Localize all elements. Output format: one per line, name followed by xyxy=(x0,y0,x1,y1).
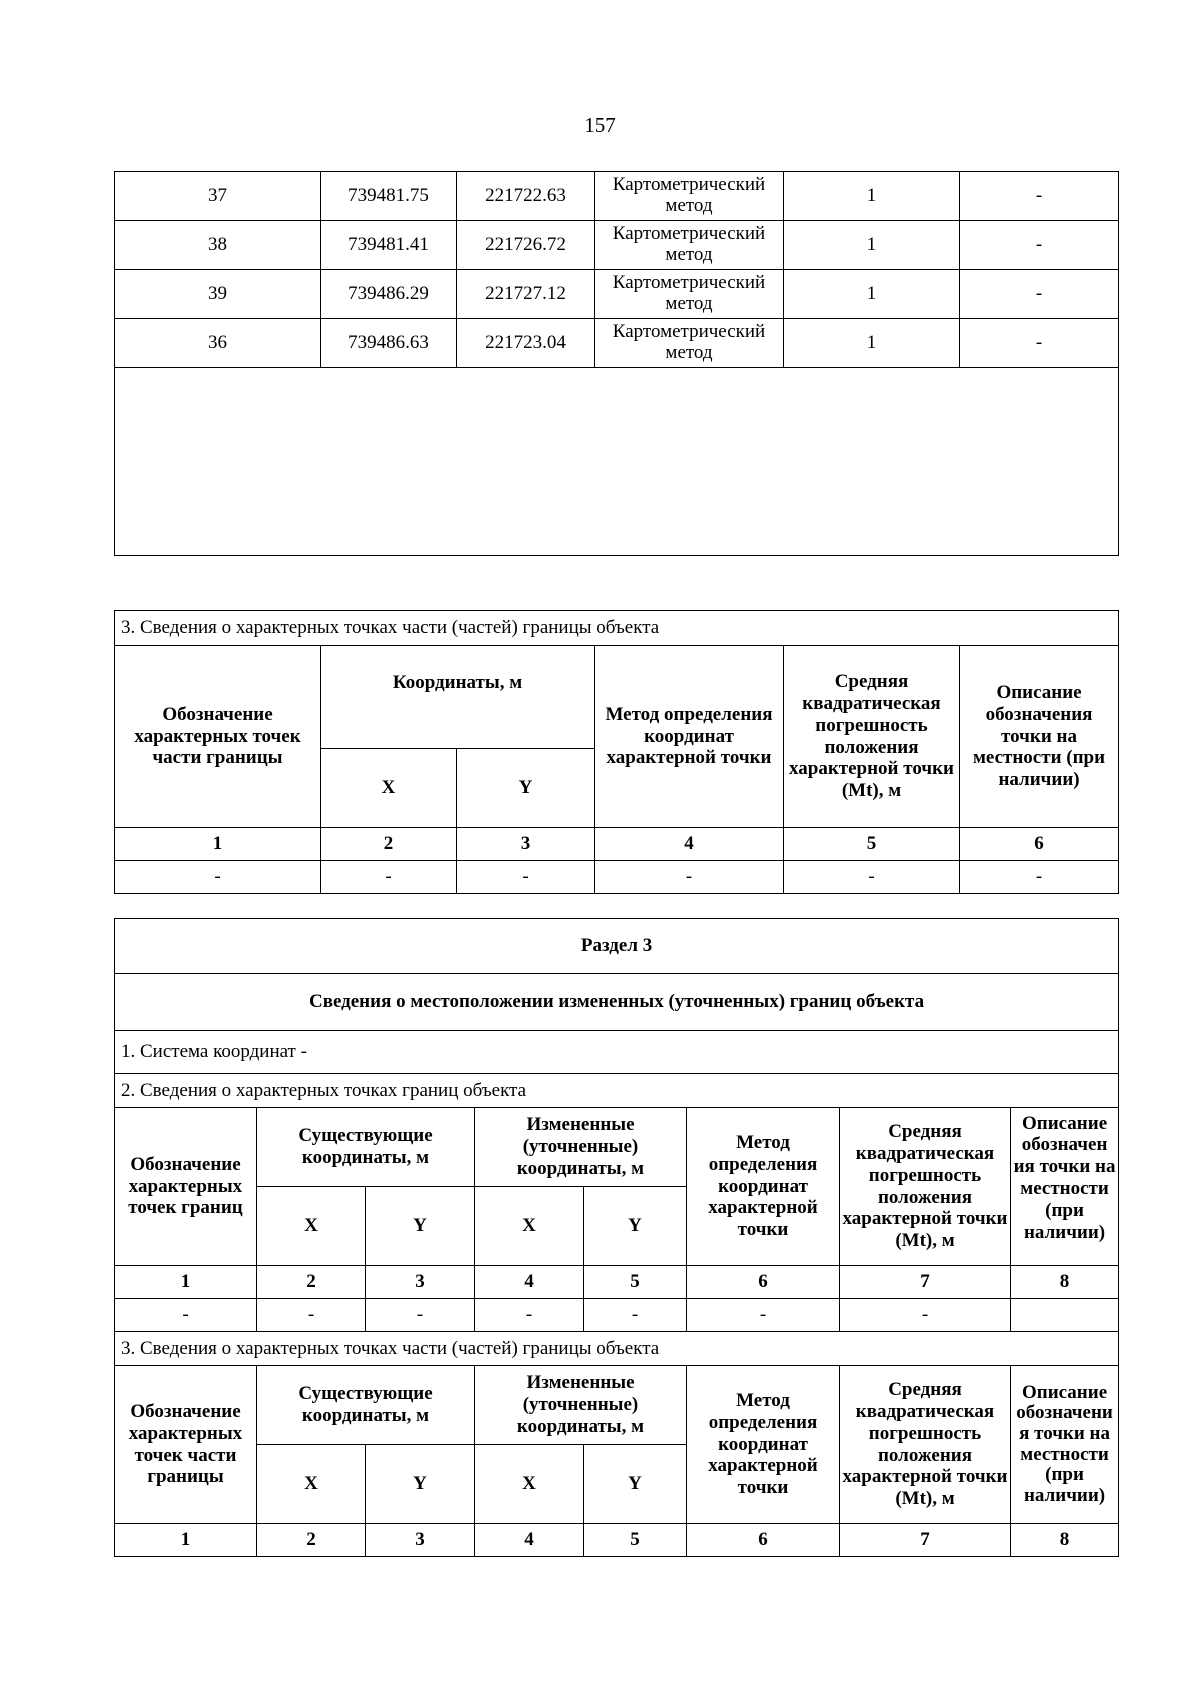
table-row xyxy=(115,270,1119,319)
header-description: Описание обозначения точки на местности (при наличии) xyxy=(960,646,1119,828)
header-changed-x: X xyxy=(475,1187,584,1266)
header-mt: Средняя квадратическая погрешность положения характерной точки (Mt), м xyxy=(840,1108,1011,1266)
col-num: 4 xyxy=(475,1266,584,1299)
header-mt: Средняя квадратическая погрешность положения характерной точки (Mt), м xyxy=(784,646,960,828)
col-num: 3 xyxy=(366,1524,475,1557)
parts-caption: 3. Сведения о характерных точках части (частей) границы объекта xyxy=(115,1332,1119,1366)
coord-y: 221722.63 xyxy=(457,172,595,221)
col-num: 1 xyxy=(115,1524,257,1557)
method: Картометрический метод xyxy=(595,319,784,368)
header-designation: Обозначение характерных точек границ xyxy=(115,1108,257,1266)
coord-x: 739481.41 xyxy=(321,221,457,270)
cell: - xyxy=(321,861,457,894)
col-num: 6 xyxy=(960,828,1119,861)
parts-points-table xyxy=(114,610,1119,894)
table-row xyxy=(115,861,1119,894)
table-row xyxy=(115,1299,1119,1332)
col-num: 5 xyxy=(584,1524,687,1557)
header-mt: Средняя квадратическая погрешность положения характерной точки (Mt), м xyxy=(840,1366,1011,1524)
cell: - xyxy=(784,861,960,894)
header-designation: Обозначение характерных точек части границы xyxy=(115,646,321,828)
method: Картометрический метод xyxy=(595,270,784,319)
header-method: Метод определения координат характерной точки xyxy=(687,1366,840,1524)
mt-value: 1 xyxy=(784,221,960,270)
col-num: 8 xyxy=(1011,1266,1119,1299)
section-subtitle: Сведения о местоположении измененных (уточненных) границ объекта xyxy=(115,974,1119,1031)
header-existing-x: X xyxy=(257,1187,366,1266)
cell: - xyxy=(115,1299,257,1332)
cell: - xyxy=(257,1299,366,1332)
col-num: 1 xyxy=(115,828,321,861)
column-numbers-row xyxy=(115,1266,1119,1299)
header-existing-y: Y xyxy=(366,1445,475,1524)
header-changed: Измененные (уточненные) координаты, м xyxy=(475,1108,687,1187)
description: - xyxy=(960,221,1119,270)
coord-y: 221723.04 xyxy=(457,319,595,368)
header-description xyxy=(1011,1108,1119,1266)
point-id: 37 xyxy=(115,172,321,221)
description: - xyxy=(960,319,1119,368)
col-num: 8 xyxy=(1011,1524,1119,1557)
cell xyxy=(1011,1299,1119,1332)
header-existing: Существующие координаты, м xyxy=(257,1108,475,1187)
table-row xyxy=(115,172,1119,221)
col-num: 5 xyxy=(784,828,960,861)
section-3-table xyxy=(114,918,1119,1557)
col-num: 5 xyxy=(584,1266,687,1299)
mt-value: 1 xyxy=(784,319,960,368)
header-description: Описание обозначени я точки на местности (при наличии) xyxy=(1011,1366,1119,1524)
mt-value: 1 xyxy=(784,270,960,319)
point-id: 36 xyxy=(115,319,321,368)
header-existing-x: X xyxy=(257,1445,366,1524)
cell: - xyxy=(475,1299,584,1332)
header-method: Метод определения координат характерной точки xyxy=(687,1108,840,1266)
blank-row xyxy=(115,368,1119,556)
header-x: X xyxy=(321,749,457,828)
points-continuation-table xyxy=(114,171,1119,556)
coord-x: 739486.63 xyxy=(321,319,457,368)
header-changed-y: Y xyxy=(584,1445,687,1524)
cell: - xyxy=(960,861,1119,894)
header-coords: Координаты, м xyxy=(321,646,595,749)
header-description-text: Описание обозначен ия точки на местности (при наличии) xyxy=(1013,1112,1116,1243)
table-row xyxy=(115,319,1119,368)
cell: - xyxy=(595,861,784,894)
header-changed: Измененные (уточненные) координаты, м xyxy=(475,1366,687,1445)
column-numbers-row xyxy=(115,828,1119,861)
point-id: 38 xyxy=(115,221,321,270)
points-caption: 2. Сведения о характерных точках границ объекта xyxy=(115,1074,1119,1108)
coord-system: 1. Система координат - xyxy=(115,1031,1119,1074)
table-row xyxy=(115,221,1119,270)
cell: - xyxy=(366,1299,475,1332)
col-num: 2 xyxy=(321,828,457,861)
method: Картометрический метод xyxy=(595,172,784,221)
page-number: 157 xyxy=(584,113,616,137)
cell: - xyxy=(584,1299,687,1332)
coord-x: 739481.75 xyxy=(321,172,457,221)
header-y: Y xyxy=(457,749,595,828)
col-num: 7 xyxy=(840,1266,1011,1299)
point-id: 39 xyxy=(115,270,321,319)
cell: - xyxy=(687,1299,840,1332)
header-existing-y: Y xyxy=(366,1187,475,1266)
header-changed-x: X xyxy=(475,1445,584,1524)
col-num: 2 xyxy=(257,1266,366,1299)
coord-y: 221727.12 xyxy=(457,270,595,319)
table-caption: 3. Сведения о характерных точках части (частей) границы объекта xyxy=(115,611,1119,646)
header-method: Метод определения координат характерной точки xyxy=(595,646,784,828)
col-num: 7 xyxy=(840,1524,1011,1557)
coord-x: 739486.29 xyxy=(321,270,457,319)
header-designation: Обозначение характерных точек части границы xyxy=(115,1366,257,1524)
col-num: 3 xyxy=(457,828,595,861)
header-existing: Существующие координаты, м xyxy=(257,1366,475,1445)
col-num: 3 xyxy=(366,1266,475,1299)
col-num: 6 xyxy=(687,1266,840,1299)
section-title: Раздел 3 xyxy=(115,919,1119,974)
method: Картометрический метод xyxy=(595,221,784,270)
description: - xyxy=(960,270,1119,319)
description: - xyxy=(960,172,1119,221)
cell: - xyxy=(457,861,595,894)
coord-y: 221726.72 xyxy=(457,221,595,270)
cell: - xyxy=(115,861,321,894)
header-changed-y: Y xyxy=(584,1187,687,1266)
mt-value: 1 xyxy=(784,172,960,221)
blank-cell xyxy=(115,368,1119,556)
col-num: 2 xyxy=(257,1524,366,1557)
column-numbers-row xyxy=(115,1524,1119,1557)
col-num: 4 xyxy=(475,1524,584,1557)
col-num: 1 xyxy=(115,1266,257,1299)
col-num: 4 xyxy=(595,828,784,861)
cell: - xyxy=(840,1299,1011,1332)
col-num: 6 xyxy=(687,1524,840,1557)
